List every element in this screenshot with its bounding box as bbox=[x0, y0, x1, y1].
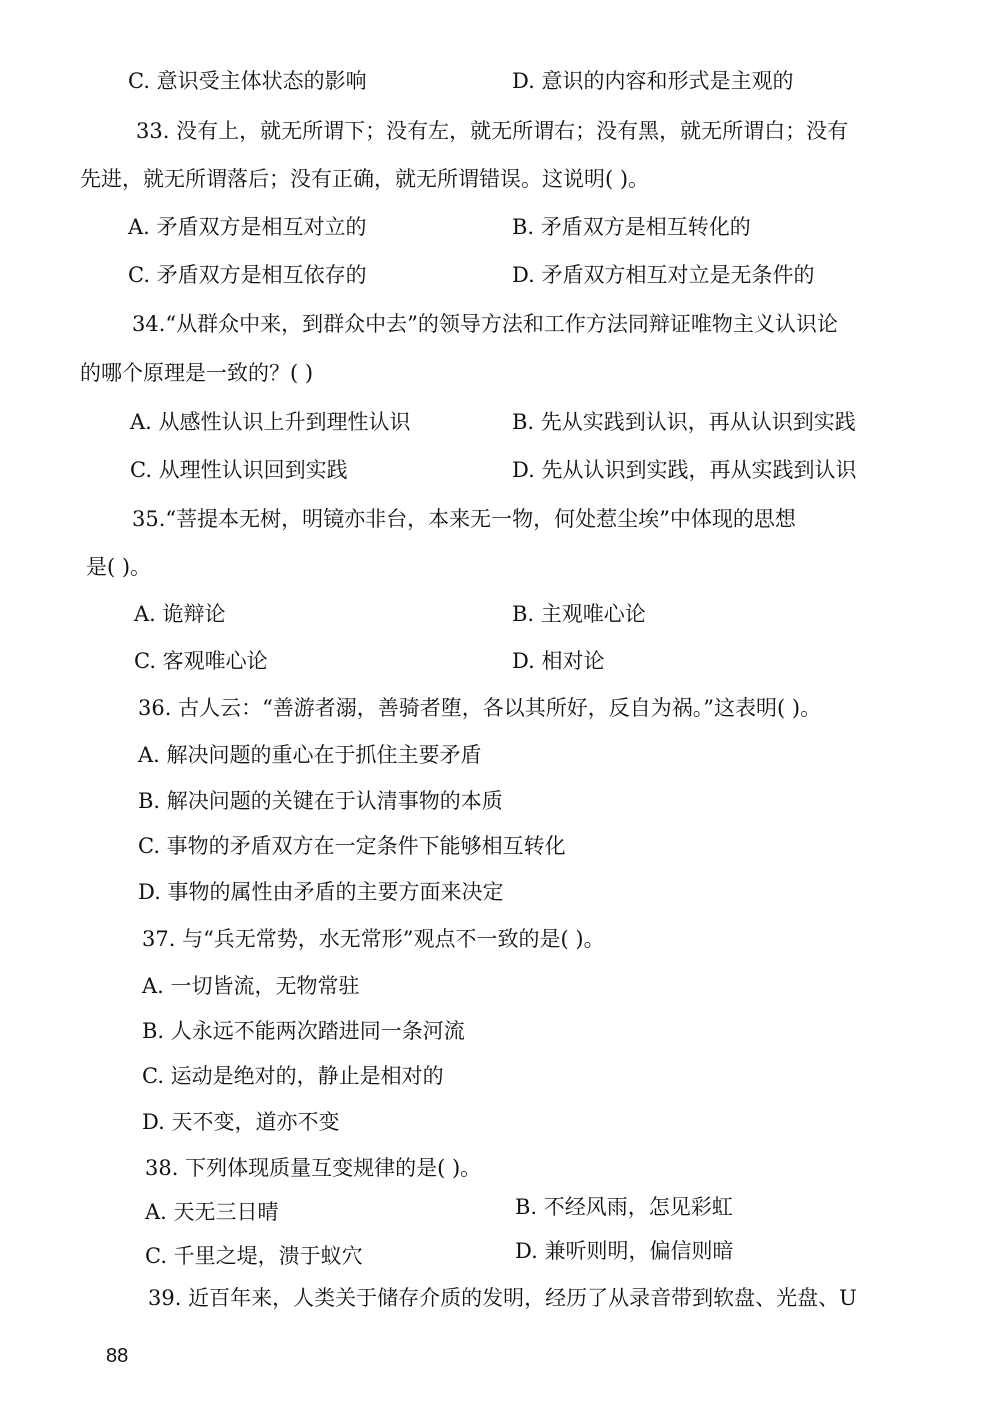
q34-option-c: C. 从理性认识回到实践 bbox=[130, 458, 348, 482]
q37-option-d: D. 天不变，道亦不变 bbox=[142, 1110, 340, 1134]
q36-stem: 36. 古人云：“善游者溺，善骑者堕，各以其所好，反自为祸。”这表明( )。 bbox=[138, 696, 822, 720]
q39-stem-line1: 39. 近百年来，人类关于储存介质的发明，经历了从录音带到软盘、光盘、U bbox=[148, 1286, 857, 1310]
q32-option-c: C. 意识受主体状态的影响 bbox=[128, 69, 367, 93]
q35-option-b: B. 主观唯心论 bbox=[512, 602, 646, 626]
q37-option-b: B. 人永远不能两次踏进同一条河流 bbox=[142, 1019, 465, 1043]
q33-option-c: C. 矛盾双方是相互依存的 bbox=[128, 263, 367, 287]
q36-option-a: A. 解决问题的重心在于抓住主要矛盾 bbox=[138, 743, 482, 767]
q33-stem-line2: 先进，就无所谓落后；没有正确，就无所谓错误。这说明( )。 bbox=[80, 167, 650, 191]
q34-option-d: D. 先从认识到实践，再从实践到认识 bbox=[512, 458, 857, 482]
q38-option-d: D. 兼听则明，偏信则暗 bbox=[515, 1239, 734, 1263]
q35-stem-line1: 35.“菩提本无树，明镜亦非台，本来无一物，何处惹尘埃”中体现的思想 bbox=[132, 507, 796, 531]
q33-option-a: A. 矛盾双方是相互对立的 bbox=[128, 215, 367, 239]
q35-stem-line2: 是( )。 bbox=[86, 555, 152, 579]
q36-option-d: D. 事物的属性由矛盾的主要方面来决定 bbox=[138, 880, 504, 904]
q34-option-b: B. 先从实践到认识，再从认识到实践 bbox=[512, 410, 856, 434]
q33-option-d: D. 矛盾双方相互对立是无条件的 bbox=[512, 263, 815, 287]
q34-stem-line2: 的哪个原理是一致的？( ) bbox=[80, 361, 314, 385]
q33-stem-line1: 33. 没有上，就无所谓下；没有左，就无所谓右；没有黑，就无所谓白；没有 bbox=[136, 119, 849, 143]
q37-stem: 37. 与“兵无常势，水无常形”观点不一致的是( )。 bbox=[142, 927, 605, 951]
q35-option-c: C. 客观唯心论 bbox=[134, 649, 268, 673]
q35-option-a: A. 诡辩论 bbox=[134, 602, 226, 626]
q35-option-d: D. 相对论 bbox=[512, 649, 605, 673]
q34-stem-line1: 34.“从群众中来，到群众中去”的领导方法和工作方法同辩证唯物主义认识论 bbox=[132, 312, 838, 336]
q36-option-b: B. 解决问题的关键在于认清事物的本质 bbox=[138, 789, 503, 813]
q38-option-b: B. 不经风雨，怎见彩虹 bbox=[515, 1195, 733, 1219]
q32-option-d: D. 意识的内容和形式是主观的 bbox=[512, 69, 794, 93]
q37-option-c: C. 运动是绝对的，静止是相对的 bbox=[142, 1064, 444, 1088]
q37-option-a: A. 一切皆流，无物常驻 bbox=[142, 974, 360, 998]
q34-option-a: A. 从感性认识上升到理性认识 bbox=[130, 410, 411, 434]
q36-option-c: C. 事物的矛盾双方在一定条件下能够相互转化 bbox=[138, 834, 566, 858]
q38-stem: 38. 下列体现质量互变规律的是( )。 bbox=[145, 1156, 482, 1180]
q38-option-c: C. 千里之堤，溃于蚁穴 bbox=[145, 1244, 363, 1268]
q38-option-a: A. 天无三日晴 bbox=[145, 1200, 279, 1224]
q33-option-b: B. 矛盾双方是相互转化的 bbox=[512, 215, 751, 239]
page-number: 88 bbox=[106, 1345, 129, 1367]
